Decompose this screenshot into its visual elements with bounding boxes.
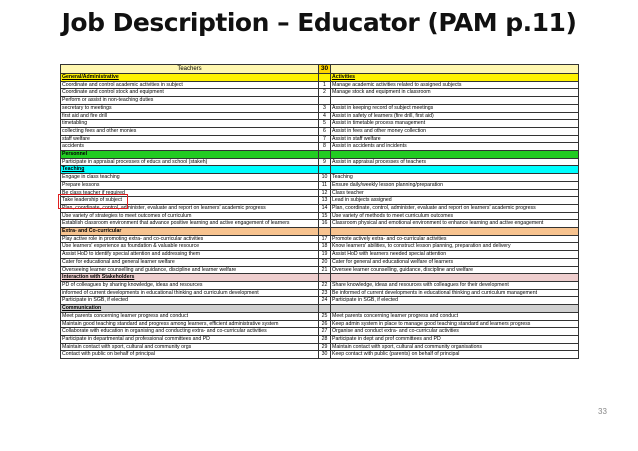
cell-number: 9	[319, 158, 331, 166]
cell-number: 26	[319, 320, 331, 328]
cell-activity: Share knowledge, ideas and resources with colleagues for their development	[331, 281, 579, 289]
table-row	[61, 135, 579, 143]
table-row	[61, 243, 579, 251]
cell-activity: Meet parents concerning learner progress and conduct	[331, 312, 579, 320]
table-row	[61, 235, 579, 243]
header-count: 30	[319, 65, 331, 74]
section-row	[61, 274, 579, 282]
cell-number: 28	[319, 335, 331, 343]
cell-activity	[331, 97, 579, 105]
cell-activity: Maintain contact with sport, cultural and community organisations	[331, 343, 579, 351]
table-row	[61, 181, 579, 189]
page-number: 33	[598, 407, 607, 416]
cell-duty: Prepare lessons	[61, 181, 319, 189]
cell-activity	[331, 166, 579, 174]
cell-activity: Manage academic activities related to assigned subjects	[331, 81, 579, 89]
cell-number	[319, 274, 331, 282]
cell-number: 11	[319, 181, 331, 189]
section-row	[61, 305, 579, 313]
cell-duty: Interaction with Stakeholders	[61, 274, 319, 282]
cell-activity: Use variety of methods to meet curriculum outcomes	[331, 212, 579, 220]
cell-duty: Be class teacher if required	[61, 189, 319, 197]
cell-duty: General/Administrative	[61, 74, 319, 82]
cell-activity: Cater for general and educational welfare of learners	[331, 258, 579, 266]
table-row	[61, 212, 579, 220]
table-row	[61, 351, 579, 359]
cell-activity	[331, 274, 579, 282]
cell-activity: Participate in dept and prof committees and PD	[331, 335, 579, 343]
table-row	[61, 158, 579, 166]
section-row	[61, 151, 579, 159]
cell-activity: Assist in accidents and incidents	[331, 143, 579, 151]
cell-duty: Teaching	[61, 166, 319, 174]
cell-number	[319, 97, 331, 105]
cell-number: 30	[319, 351, 331, 359]
cell-number	[319, 305, 331, 313]
cell-activity	[331, 305, 579, 313]
highlight-box	[58, 194, 128, 209]
cell-duty: Plan, coordinate, control, administer, evaluate and report on learners' academic progress	[61, 204, 319, 212]
cell-duty: Assist HoD to identify special attention and addressing them	[61, 251, 319, 259]
table-row	[61, 204, 579, 212]
cell-number: 19	[319, 251, 331, 259]
cell-number: 27	[319, 328, 331, 336]
cell-duty: Extra- and Co-curricular	[61, 228, 319, 236]
cell-duty: Participate in SGB, if elected	[61, 297, 319, 305]
cell-number: 23	[319, 289, 331, 297]
cell-number: 7	[319, 135, 331, 143]
table-row	[61, 312, 579, 320]
cell-number: 17	[319, 235, 331, 243]
cell-activity: Keep contact with public (parents) on behalf of principal	[331, 351, 579, 359]
cell-number	[319, 74, 331, 82]
cell-number	[319, 151, 331, 159]
table-row	[61, 189, 579, 197]
cell-number: 15	[319, 212, 331, 220]
cell-activity: Assist HoD with learners needed special attention	[331, 251, 579, 259]
cell-number: 29	[319, 343, 331, 351]
table-row	[61, 266, 579, 274]
cell-activity: Plan, coordinate, control, administer, evaluate and report on learners' academic progress	[331, 204, 579, 212]
cell-duty: Establish classroom environment that advance positive learning and active engagement of learners	[61, 220, 319, 228]
cell-number: 10	[319, 174, 331, 182]
cell-duty: secretary to meetings	[61, 104, 319, 112]
cell-activity: Assist in staff welfare	[331, 135, 579, 143]
cell-duty: collecting fees and other monies	[61, 127, 319, 135]
cell-number: 2	[319, 89, 331, 97]
cell-duty: Engage in class teaching	[61, 174, 319, 182]
cell-number: 13	[319, 197, 331, 205]
cell-duty: Personnel	[61, 151, 319, 159]
cell-duty: timetabling	[61, 120, 319, 128]
table-row	[61, 297, 579, 305]
cell-duty: Coordinate and control stock and equipment	[61, 89, 319, 97]
cell-number: 8	[319, 143, 331, 151]
cell-duty: Perform or assist in non-teaching duties	[61, 97, 319, 105]
table-row	[61, 328, 579, 336]
table-row	[61, 251, 579, 259]
cell-number: 4	[319, 112, 331, 120]
cell-duty: Play active role in promoting extra- and co-curricular activities	[61, 235, 319, 243]
cell-duty: Maintain good teaching standard and progress among learners, efficient administrative system	[61, 320, 319, 328]
table-row	[61, 220, 579, 228]
cell-number: 22	[319, 281, 331, 289]
cell-number: 6	[319, 127, 331, 135]
cell-duty: Take leadership of subject	[61, 197, 319, 205]
table-row	[61, 174, 579, 182]
cell-activity: Teaching	[331, 174, 579, 182]
table-header-row	[61, 65, 579, 74]
cell-activity: Assist in safety of learners (fire drill, first aid)	[331, 112, 579, 120]
cell-number: 25	[319, 312, 331, 320]
cell-activity: Ensure daily/weekly lesson planning/preparation	[331, 181, 579, 189]
table-row	[61, 97, 579, 105]
cell-duty: PD of colleagues by sharing knowledge, ideas and resources	[61, 281, 319, 289]
table-row	[61, 289, 579, 297]
cell-activity: Class teacher	[331, 189, 579, 197]
cell-duty: Meet parents concerning learner progress and conduct	[61, 312, 319, 320]
cell-activity: Lead in subjects assigned	[331, 197, 579, 205]
table-row	[61, 89, 579, 97]
cell-number: 16	[319, 220, 331, 228]
cell-duty: Use variety of strategies to meet outcomes of curriculum	[61, 212, 319, 220]
table-row	[61, 197, 579, 205]
cell-activity: Oversee learner counselling, guidance, discipline and welfare	[331, 266, 579, 274]
table-row	[61, 143, 579, 151]
cell-duty: Overseeing learner counselling and guidance, discipline and learner welfare	[61, 266, 319, 274]
cell-activity: Classroom physical and emotional environment to enhance learning and active engagement	[331, 220, 579, 228]
table-row	[61, 127, 579, 135]
cell-duty: Maintain contact with sport, cultural and community orgs	[61, 343, 319, 351]
cell-duty: Participate in appraisal processes of educs and school (stakeh)	[61, 158, 319, 166]
table-row	[61, 343, 579, 351]
cell-number	[319, 228, 331, 236]
cell-activity: Participate in SGB, if elected	[331, 297, 579, 305]
cell-duty: informed of current developments in educational thinking and curriculum development	[61, 289, 319, 297]
table-row	[61, 81, 579, 89]
cell-duty: first aid and fire drill	[61, 112, 319, 120]
section-row	[61, 74, 579, 82]
cell-activity: Assist in appraisal processes of teachers	[331, 158, 579, 166]
cell-activity: Be informed of current developments in educational thinking and curriculum management	[331, 289, 579, 297]
cell-number: 20	[319, 258, 331, 266]
cell-number: 5	[319, 120, 331, 128]
cell-activity: Know learners' abilities, to construct lesson planning, preparation and delivery	[331, 243, 579, 251]
table-row	[61, 335, 579, 343]
cell-activity: Assist in fees and other money collection	[331, 127, 579, 135]
cell-duty: Communication	[61, 305, 319, 313]
cell-duty: accidents	[61, 143, 319, 151]
header-blank	[331, 65, 579, 74]
job-description-table	[60, 64, 579, 359]
header-teachers: Teachers	[61, 65, 319, 74]
cell-activity: Activities	[331, 74, 579, 82]
cell-activity: Assist in keeping record of subject meetings	[331, 104, 579, 112]
cell-duty: Cater for educational and general learner welfare	[61, 258, 319, 266]
table-row	[61, 320, 579, 328]
cell-activity: Promote actively extra- and co-curricular activities	[331, 235, 579, 243]
cell-number: 18	[319, 243, 331, 251]
cell-activity: Organise and conduct extra- and co-curricular activities	[331, 328, 579, 336]
cell-activity	[331, 228, 579, 236]
section-row	[61, 228, 579, 236]
cell-activity: Manage stock and equipment in classroom	[331, 89, 579, 97]
table-row	[61, 104, 579, 112]
cell-activity: Assist in timetable process management	[331, 120, 579, 128]
cell-number: 12	[319, 189, 331, 197]
cell-duty: Coordinate and control academic activities in subject	[61, 81, 319, 89]
cell-number	[319, 166, 331, 174]
cell-duty: Collaborate with education in organising and conducting extra- and co-curricular activities	[61, 328, 319, 336]
cell-number: 3	[319, 104, 331, 112]
section-row	[61, 166, 579, 174]
cell-number: 24	[319, 297, 331, 305]
cell-number: 14	[319, 204, 331, 212]
cell-duty: staff welfare	[61, 135, 319, 143]
slide-title: Job Description – Educator (PAM p.11)	[61, 8, 577, 37]
table-row	[61, 281, 579, 289]
cell-duty: Participate in departmental and professional committees and PD	[61, 335, 319, 343]
cell-duty: Contact with public on behalf of principal	[61, 351, 319, 359]
cell-activity	[331, 151, 579, 159]
cell-number: 21	[319, 266, 331, 274]
cell-duty: Use learners' experience as foundation & valuable resource	[61, 243, 319, 251]
table-row	[61, 112, 579, 120]
table-row	[61, 120, 579, 128]
cell-number: 1	[319, 81, 331, 89]
table-row	[61, 258, 579, 266]
cell-activity: Keep admin system in place to manage good teaching standard and learners progress	[331, 320, 579, 328]
